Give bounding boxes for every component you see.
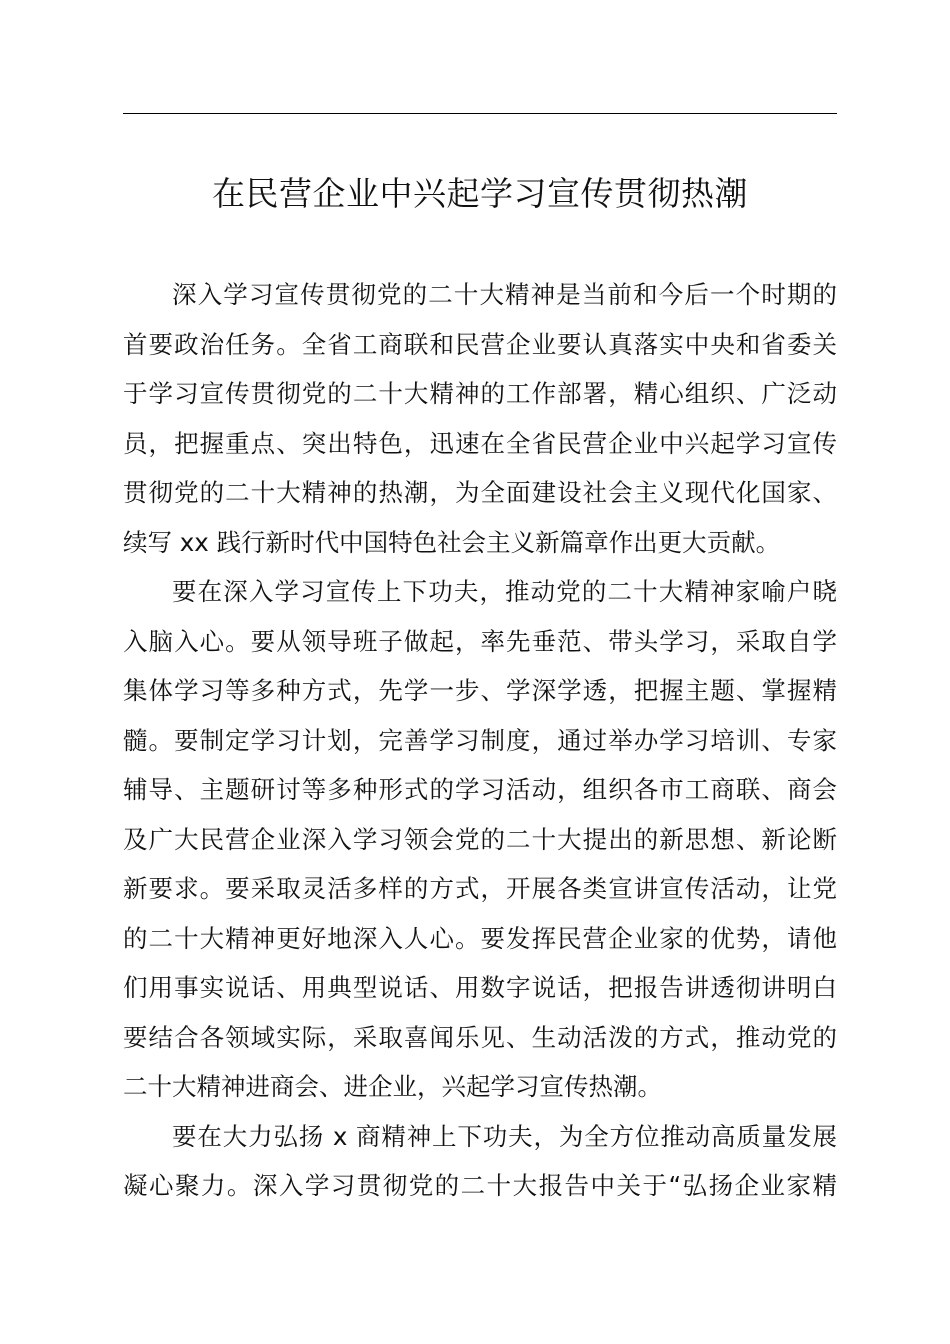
paragraph-3-line-1: 要在大力弘扬 x 商精神上下功夫，为全方位推动高质量发展 bbox=[172, 1121, 837, 1151]
document-title: 在民营企业中兴起学习宣传贯彻热潮 bbox=[212, 174, 748, 213]
paragraph-2-line-8: 的二十大精神更好地深入人心。要发挥民营企业家的优势，请他 bbox=[123, 923, 837, 953]
paragraph-2-line-7: 新要求。要采取灵活多样的方式，开展各类宣讲宣传活动，让党 bbox=[123, 874, 837, 903]
paragraph-2-line-10: 要结合各领域实际，采取喜闻乐见、生动活泼的方式，推动党的 bbox=[123, 1022, 837, 1052]
paragraph-2-line-1: 要在深入学习宣传上下功夫，推动党的二十大精神家喻户晓 bbox=[172, 577, 837, 606]
header-rule bbox=[123, 113, 837, 114]
paragraph-2-line-2: 入脑入心。要从领导班子做起，率先垂范、带头学习，采取自学 bbox=[123, 626, 837, 656]
paragraph-2-line-11: 二十大精神进商会、进企业，兴起学习宣传热潮。 bbox=[123, 1072, 662, 1101]
paragraph-2-line-4: 髓。要制定学习计划，完善学习制度，通过举办学习培训、专家 bbox=[123, 725, 837, 755]
paragraph-3-line-2: 凝心聚力。深入学习贯彻党的二十大报告中关于“弘扬企业家精 bbox=[123, 1171, 837, 1200]
document-body bbox=[123, 270, 837, 1211]
paragraph-1-line-6: 续写 xx 践行新时代中国特色社会主义新篇章作出更大贡献。 bbox=[123, 527, 781, 557]
paragraph-2-line-3: 集体学习等多种方式，先学一步、学深学透，把握主题、掌握精 bbox=[123, 676, 837, 705]
paragraph-1-line-4: 员，把握重点、突出特色，迅速在全省民营企业中兴起学习宣传 bbox=[123, 428, 837, 458]
paragraph-1-line-3: 于学习宣传贯彻党的二十大精神的工作部署，精心组织、广泛动 bbox=[123, 379, 837, 408]
paragraph-1-line-2: 首要政治任务。全省工商联和民营企业要认真落实中央和省委关 bbox=[123, 329, 837, 359]
paragraph-2-line-9: 们用事实说话、用典型说话、用数字说话，把报告讲透彻讲明白 bbox=[123, 973, 837, 1002]
paragraph-1-line-5: 贯彻党的二十大精神的热潮，为全面建设社会主义现代化国家、 bbox=[123, 478, 837, 507]
paragraph-2-line-6: 及广大民营企业深入学习领会党的二十大提出的新思想、新论断 bbox=[123, 824, 837, 854]
paragraph-2-line-5: 辅导、主题研讨等多种形式的学习活动，组织各市工商联、商会 bbox=[123, 775, 837, 804]
paragraph-1-line-1: 深入学习宣传贯彻党的二十大精神是当前和今后一个时期的 bbox=[172, 280, 837, 309]
